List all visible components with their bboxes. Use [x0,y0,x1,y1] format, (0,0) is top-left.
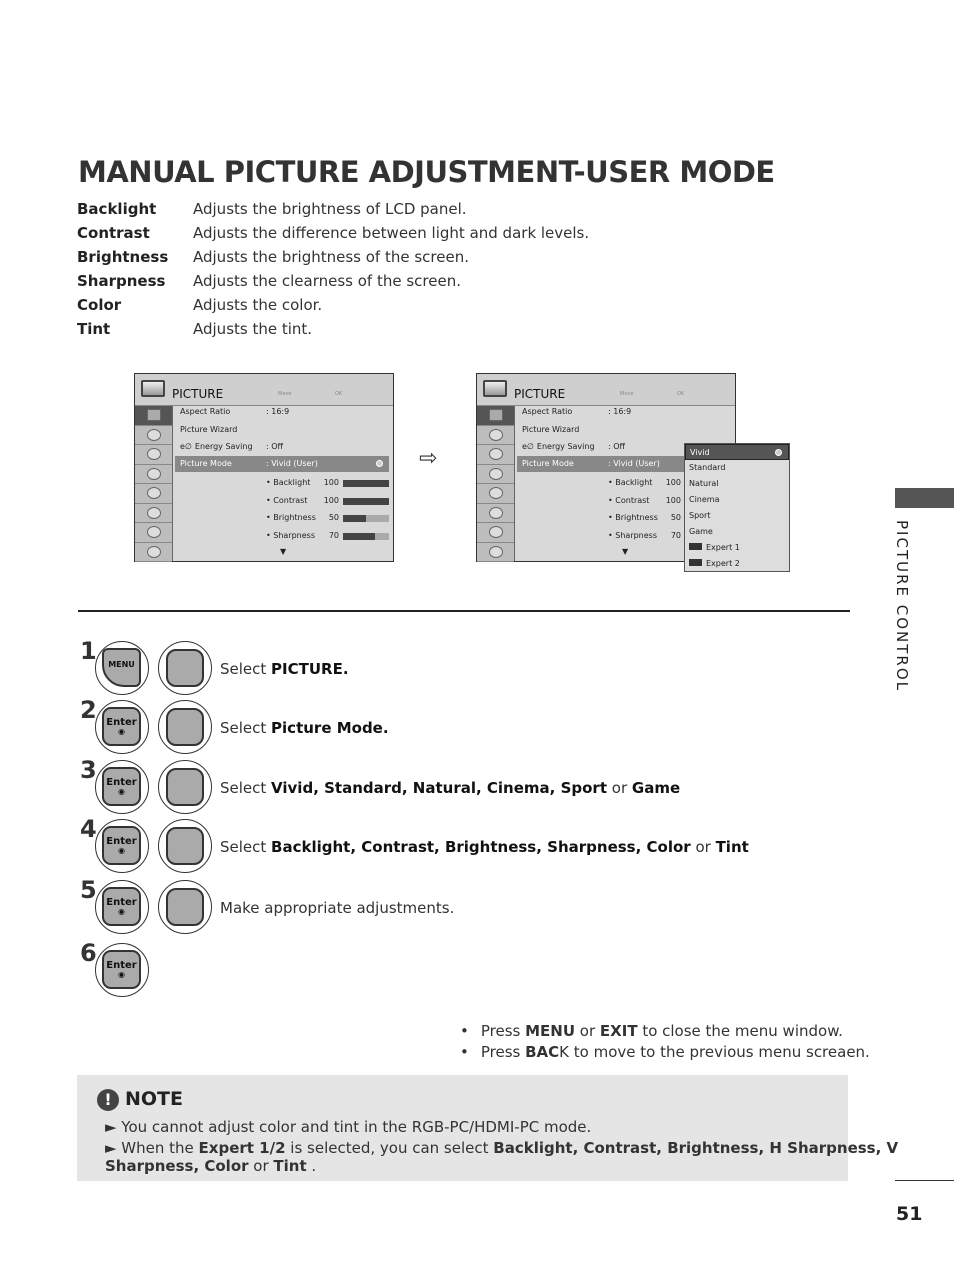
enter-button [95,700,149,754]
icon-shape [147,526,161,538]
exclamation-icon: ! [97,1089,119,1111]
icon-shape [147,546,161,558]
button-face [102,767,141,806]
sub-setting-value: 70 [328,530,339,540]
section-label: PICTURE CONTROL [893,520,911,693]
button-label: Enter [106,717,137,728]
bullet-item [460,1043,870,1061]
text: Tint [715,838,749,856]
definition-text: Adjusts the difference between light and dark levels. [193,224,590,242]
enter-button [95,943,149,997]
button-label: Enter [106,777,137,788]
bullet-dot: • [460,1043,469,1061]
menu-item-label [180,425,237,434]
text: Backlight, Contrast, Brightness, H Sharpness, V [493,1139,899,1157]
menu-item-label [180,442,253,451]
option-label: Expert 2 [706,559,740,568]
text: or [690,838,716,856]
button-label: Enter [106,960,137,971]
up-down-arrows-icon [166,708,204,746]
step-number: 2 [80,696,97,724]
menu-category-column [135,406,173,561]
menu-header [477,374,735,406]
button-label: MENU [108,660,135,669]
text: Select [220,779,272,797]
sub-setting-value: 70 [670,530,681,540]
up-down-arrows-icon [166,768,204,806]
sub-setting-label: • Backlight [266,478,311,487]
category-tv-icon [477,426,514,446]
scroll-down-icon: ▼ [280,547,287,556]
label-text: Energy Saving [536,442,595,451]
move-hint: Move [278,391,292,397]
expert-icon [689,543,702,550]
text: Select [220,660,272,678]
icon-shape [489,409,503,421]
sub-setting-label: • Contrast [266,495,308,505]
navigation-button [158,880,212,934]
definition-term: Color [77,296,122,314]
picture-mode-row [175,456,389,472]
category-option-icon [135,484,172,504]
text: Backlight, Contrast, Brightness, Sharpness, Color [271,838,691,856]
button-face [102,648,141,687]
sub-setting-value: 100 [323,495,339,505]
text: ► When the [105,1139,199,1157]
text: or [607,779,632,797]
option-label: Game [689,527,713,536]
sub-setting-label: • Brightness [608,513,658,522]
page-title: MANUAL PICTURE ADJUSTMENT-USER MODE [78,155,775,189]
step-number: 4 [80,815,97,843]
arrow-right-icon: ⇨ [419,446,438,471]
enter-button [95,760,149,814]
icon-shape [147,487,161,499]
scroll-down-icon: ▼ [622,547,629,556]
text: . [306,1157,317,1175]
bar-fill [343,515,366,522]
step-number: 1 [80,637,97,665]
menu-item-value: : Off [266,442,284,451]
menu-header [135,374,393,406]
note-line-1: ► You cannot adjust color and tint in the RGB-PC/HDMI-PC mode. [105,1118,592,1136]
category-usb-icon [135,543,172,563]
dropdown-option [685,556,789,572]
text: to close the menu window. [637,1022,843,1040]
section-tab [895,488,954,508]
button-label: Enter [106,836,137,847]
dropdown-option [685,508,789,524]
sub-setting-label: • Brightness [266,513,316,522]
icon-shape [489,487,503,499]
icon-shape [147,448,161,460]
option-label: Expert 1 [706,543,740,552]
sub-setting-bar [343,533,389,540]
label-text: Picture Wizard [522,424,580,434]
ok-hint: OK [335,391,343,397]
text: or [248,1157,274,1175]
category-picture-icon [135,406,172,426]
text: Expert 1/2 [198,1139,286,1157]
category-usb-icon [477,543,514,563]
text: Tint [273,1157,307,1175]
text: Press [480,1043,526,1061]
picture-mode-value: : Vivid (User) [266,459,318,468]
option-label: Cinema [689,495,720,504]
option-label: Standard [689,463,726,472]
bullet-dot: • [460,1022,469,1040]
text: or [575,1022,600,1040]
text: Select [220,719,272,737]
picture-menu-screenshot [134,373,394,562]
definition-text: Adjusts the brightness of the screen. [193,248,469,266]
category-input-icon [477,523,514,543]
definition-text: Adjusts the brightness of LCD panel. [193,200,467,218]
picture-mode-label: Picture Mode [180,459,232,468]
sub-setting-value: 50 [328,513,339,522]
category-lock-icon [135,504,172,524]
step-instruction [220,899,454,917]
icon-shape [489,526,503,538]
menu-title: PICTURE [172,387,224,401]
footer-rule [895,1180,954,1181]
sub-setting-value: 100 [665,495,681,505]
navigation-button [158,641,212,695]
option-label: Sport [689,511,711,520]
enter-dot-icon: ◉ [118,907,125,916]
enter-dot-icon: ◉ [118,970,125,979]
text: Press [480,1022,526,1040]
menu-item-label [522,425,579,434]
label-text: Aspect Ratio [180,407,231,416]
label-text: Picture Wizard [180,424,238,434]
bar-fill [343,498,389,505]
option-label: Vivid [690,448,710,457]
category-audio-icon [477,445,514,465]
category-audio-icon [135,445,172,465]
button-face [102,707,141,746]
enter-button [95,880,149,934]
icon-shape [147,507,161,519]
navigation-button [158,700,212,754]
step-instruction [220,660,349,678]
menu-item-label [522,407,572,416]
menu-item-label [180,407,230,416]
tv-icon [141,380,165,397]
step-number: 6 [80,939,97,967]
dropdown-option [685,460,789,476]
text: Picture Mode. [271,719,389,737]
menu-button [95,641,149,695]
definition-term: Brightness [77,248,169,266]
button-face [102,950,141,989]
note-box [77,1075,899,1181]
enter-dot-icon: ◉ [118,727,125,736]
text: Select [220,838,272,856]
dropdown-option [685,476,789,492]
selected-radio-icon [376,460,383,467]
definition-term: Backlight [77,200,157,218]
icon-shape [489,448,503,460]
definition-text: Adjusts the color. [193,296,323,314]
category-time-icon [135,465,172,485]
step-number: 3 [80,756,97,784]
bar-fill [343,533,375,540]
label-text: Energy Saving [194,442,253,451]
text: BAC [525,1043,560,1061]
sub-setting-value: 50 [670,513,681,522]
category-option-icon [477,484,514,504]
label-text: Aspect Ratio [522,407,573,416]
icon-shape [147,409,161,421]
energy-saving-icon: e∅ [522,442,534,451]
icon-shape [489,507,503,519]
category-picture-icon [477,406,514,426]
text: Vivid, Standard, Natural, Cinema, Sport [271,779,607,797]
definition-text: Adjusts the clearness of the screen. [193,272,461,290]
menu-category-column [477,406,515,561]
sub-setting-label: • Backlight [608,478,653,487]
move-hint: Move [620,391,634,397]
sub-setting-bar [343,498,389,505]
text: is selected, you can select [285,1139,494,1157]
icon-shape [147,429,161,441]
sub-setting-value: 100 [665,478,681,487]
text: MENU [525,1022,576,1040]
picture-mode-value: : Vivid (User) [608,459,660,468]
sub-setting-bar [343,480,389,487]
text: PICTURE. [271,660,349,678]
step-instruction [220,719,389,737]
sub-setting-label: • Contrast [608,495,650,505]
navigation-button [158,819,212,873]
text: Sharpness, Color [105,1157,249,1175]
energy-saving-icon: e∅ [180,442,192,451]
sub-setting-value: 100 [323,478,339,487]
enter-button [95,819,149,873]
icon-shape [489,429,503,441]
definition-term: Sharpness [77,272,166,290]
step-instruction [220,779,680,797]
text: EXIT [599,1022,638,1040]
category-input-icon [135,523,172,543]
ok-hint: OK [677,391,685,397]
category-lock-icon [477,504,514,524]
bullet-item [460,1022,843,1040]
divider [78,610,850,612]
dropdown-option [685,492,789,508]
picture-mode-dropdown [684,443,790,572]
dropdown-option [685,524,789,540]
expert-icon [689,559,702,566]
sub-setting-bar [343,515,389,522]
sub-setting-label: • Sharpness [608,530,658,540]
menu-item-value: : Off [608,442,626,451]
menu-item-value: : 16:9 [266,407,290,416]
menu-item-value: : 16:9 [608,407,632,416]
step-instruction [220,838,749,856]
bar-fill [343,480,389,487]
tv-icon [483,380,507,397]
sub-setting-label: • Sharpness [266,530,316,540]
note-line-2 [105,1139,898,1157]
menu-item-label [522,442,595,451]
text: K to move to the previous menu screaen. [559,1043,870,1061]
definition-term: Tint [77,320,111,338]
note-line-3 [105,1157,316,1175]
four-way-arrows-icon [166,649,204,687]
step-number: 5 [80,876,97,904]
icon-shape [489,546,503,558]
picture-mode-label: Picture Mode [522,459,574,468]
menu-title: PICTURE [514,387,566,401]
category-time-icon [477,465,514,485]
page-number: 51 [896,1203,923,1225]
text: Game [631,779,681,797]
icon-shape [147,468,161,480]
enter-dot-icon: ◉ [118,787,125,796]
dropdown-option [685,444,789,460]
category-tv-icon [135,426,172,446]
note-heading: NOTE [125,1088,183,1110]
enter-dot-icon: ◉ [118,846,125,855]
text: Make appropriate adjustments. [220,899,455,917]
navigation-button [158,760,212,814]
dropdown-option [685,540,789,556]
button-label: Enter [106,897,137,908]
definition-text: Adjusts the tint. [193,320,313,338]
selected-radio-icon [775,449,782,456]
icon-shape [489,468,503,480]
button-face [102,826,141,865]
up-down-arrows-icon [166,827,204,865]
option-label: Natural [689,479,719,488]
button-face [102,887,141,926]
left-right-arrows-icon [166,888,204,926]
definition-term: Contrast [77,224,150,242]
